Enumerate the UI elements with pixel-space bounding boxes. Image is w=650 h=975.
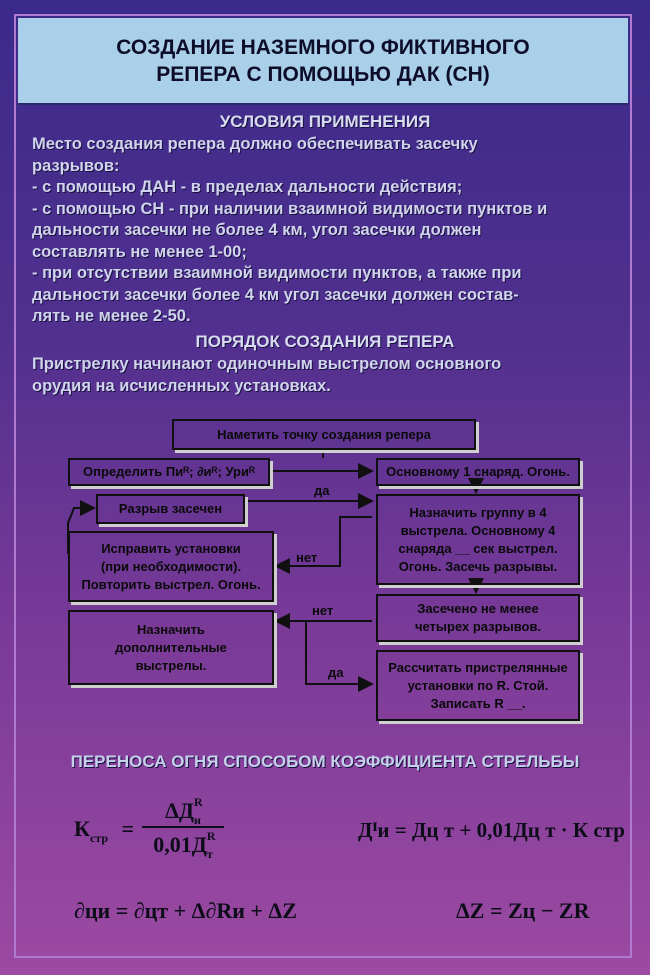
procedure-text bbox=[32, 354, 608, 397]
formula-symbol: К bbox=[74, 816, 90, 841]
conditions-line: лять не менее 2-50. bbox=[32, 307, 191, 325]
formula-sup: R bbox=[206, 829, 216, 843]
step-burst-detected: Разрыв засечен bbox=[96, 494, 245, 524]
step-correct: Исправить установки (при необходимости). Повторить выстрел. Огонь. bbox=[68, 531, 274, 602]
step-start: Наметить точку создания репера bbox=[172, 419, 476, 450]
formula-subscript: стр bbox=[89, 831, 108, 845]
conditions-heading: УСЛОВИЯ ПРИМЕНЕНИЯ bbox=[219, 112, 431, 131]
conditions-line: - с помощью ДАН - в пределах дальности действия; bbox=[32, 178, 463, 196]
conditions-line: разрывов: bbox=[32, 156, 120, 175]
conditions-line: Место создания репера должно обеспечивать засечку bbox=[32, 135, 478, 153]
step-four-detected: Засечено не менее четырех разрывов. bbox=[376, 594, 580, 642]
label-no: нет bbox=[296, 550, 318, 565]
formula-k-lhs bbox=[74, 816, 134, 846]
formula-partial: ∂ци = ∂цт + Δ∂Rи + ΔZ bbox=[74, 898, 297, 923]
formula-numerator bbox=[142, 795, 224, 828]
label-no: нет bbox=[312, 603, 334, 618]
formula-text: ΔД bbox=[165, 798, 194, 823]
page-title: СОЗДАНИЕ НАЗЕМНОГО ФИКТИВНОГО РЕПЕРА С ПОМОЩЬЮ ДАК (СН) bbox=[116, 35, 530, 86]
step-main-shot: Основному 1 снаряд. Огонь. bbox=[376, 458, 580, 486]
conditions-line: - при отсутствии взаимной видимости пунктов, а также при bbox=[32, 264, 522, 282]
procedure-heading: ПОРЯДОК СОЗДАНИЯ РЕПЕРА bbox=[195, 332, 455, 351]
procedure-line: орудия на исчисленных установках. bbox=[32, 376, 331, 395]
step-group-fire: Назначить группу в 4 выстрела. Основному 4 снаряда __ сек выстрел. Огонь. Засечь разрывы. bbox=[376, 494, 580, 585]
formula-text: 0,01Д bbox=[153, 832, 207, 857]
formula-sub: т bbox=[206, 847, 213, 861]
conditions-line: дальности засечки не более 4 км, угол засечки должен bbox=[32, 221, 482, 239]
formula-eq: = bbox=[121, 816, 135, 841]
label-yes: да bbox=[314, 483, 330, 498]
label-yes: да bbox=[328, 665, 344, 680]
transfer-heading: ПЕРЕНОСА ОГНЯ СПОСОБОМ КОЭФФИЦИЕНТА СТРЕЛЬБЫ bbox=[70, 752, 580, 771]
formula-dz: ΔZ = Zц − ZR bbox=[456, 898, 590, 923]
conditions-line: - с помощью СН - при наличии взаимной видимости пунктов и bbox=[32, 199, 548, 218]
title-banner bbox=[18, 18, 628, 105]
step-calculate: Рассчитать пристрелянные установки по R. Стой. Записать R __. bbox=[376, 650, 580, 721]
step-determine: Определить Пиᴿ; ∂иᴿ; Уриᴿ bbox=[68, 458, 270, 486]
conditions-line: составлять не менее 1-00; bbox=[32, 242, 247, 261]
formula-denominator bbox=[142, 828, 224, 861]
step-additional: Назначить дополнительные выстрелы. bbox=[68, 610, 274, 685]
formula-k-fraction bbox=[142, 795, 224, 861]
conditions-line: дальности засечки более 4 км угол засечки должен состав- bbox=[32, 285, 519, 304]
formula-sub: и bbox=[194, 813, 201, 827]
formula-d: Дᴵи = Дц т + 0,01Дц т · К стр bbox=[358, 818, 625, 842]
procedure-line: Пристрелку начинают одиночным выстрелом основного bbox=[32, 355, 502, 373]
formula-sup: R bbox=[194, 795, 203, 809]
conditions-text bbox=[32, 134, 608, 328]
